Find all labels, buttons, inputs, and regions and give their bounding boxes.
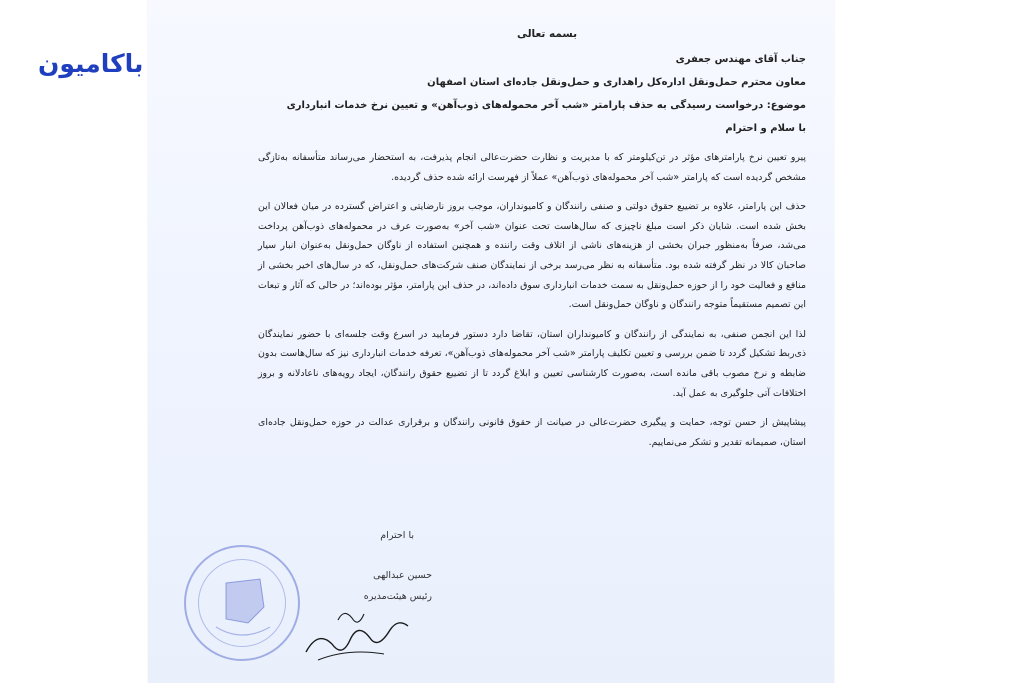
position-line: معاون محترم حمل‌ونقل اداره‌کل راهداری و حمل‌ونقل جاده‌ای استان اصفهان [427,77,806,88]
paragraph-1: پیرو تعیین نرخ پارامترهای مؤثر در تن‌کیلومتر که با مدیریت و نظارت حضرت‌عالی انجام پذیرفت، به استحضار می‌رساند متأسفانه به‌تازگی مشخص گردیده است که پارامتر «شب آخر محموله‌های ذوب‌آهن» عملاً از فهرست ارائه شده حذف گردیده. [258,152,806,183]
letter-body [258,28,806,462]
letter-heading: بسمه تعالی [516,28,578,40]
handwritten-signature [298,600,418,670]
paragraph-3: لذا این انجمن صنفی، به نمایندگی از رانندگان و کامیونداران استان، تقاضا دارد دستور فرمایید در اسرع وقت جلسه‌ای با حضور نمایندگان ذی‌ربط تشکیل گردد تا ضمن بررسی و تعیین تکلیف پارامتر «شب آخر محموله‌های ذوب‌آهن»، تعرفه خدمات انبارداری نیز که سال‌هاست بدون ضابطه و نرخ مصوب باقی مانده است، به‌صورت کارشناسی تعیین و ابلاغ گردد تا از تضییع حقوق رانندگان، ایجاد رویه‌های ناعادلانه و بروز اختلافات آتی جلوگیری به عمل آید. [258,328,806,399]
paragraph-2: حذف این پارامتر، علاوه بر تضییع حقوق دولتی و صنفی رانندگان و کامیونداران، موجب بروز نارضایتی و اعتراض گسترده در میان فعالان این بخش شده است. شایان ذکر است مبلغ ناچیزی که سال‌هاست تحت عنوان «شب آخر» به‌صورت عرف در محموله‌های ذوب‌آهن پرداخت می‌شد، صرفاً به‌منظور جبران بخشی از هزینه‌های ناشی از اتلاف وقت راننده و همچنین استفاده از ناوگان حمل‌ونقل به‌عنوان انبار سیار صاحبان کالا در نظر گرفته شده بود. متأسفانه به نظر می‌رسد برخی از نمایندگان صنف شرکت‌های حمل‌ونقل، که در سال‌های اخیر بخشی از منافع و فعالیت خود را از حوزه حمل‌ونقل به سمت خدمات انبارداری سوق داده‌اند، در حذف این پارامتر، مؤثر بوده‌اند؛ در حالی که آثار و تبعات این تصمیم مستقیماً متوجه رانندگان و ناوگان حمل‌ونقل است. [258,201,806,311]
brand-name: باکامیون [38,48,144,78]
letter-paper [148,0,834,683]
subject-line: موضوع: درخواست رسیدگی به حذف پارامتر «شب آخر محموله‌های ذوب‌آهن» و تعیین نرخ خدمات انبارداری [286,100,806,111]
recipient-line: جناب آقای مهندس جعفری [675,54,806,65]
closing: با احترام [380,530,414,541]
stamp-emblem-icon [186,547,298,659]
organization-stamp [184,545,300,661]
greeting: با سلام و احترام [725,123,806,134]
signer-title: رئیس هیئت‌مدیره [363,591,432,602]
paragraph-4: پیشاپیش از حسن توجه، حمایت و پیگیری حضرت‌عالی در صیانت از حقوق قانونی رانندگان و برقراری عدالت در حوزه حمل‌ونقل جاده‌ای استان، صمیمانه تقدیر و تشکر می‌نماییم. [258,417,806,448]
signer-name: حسین عبدالهی [373,570,432,581]
